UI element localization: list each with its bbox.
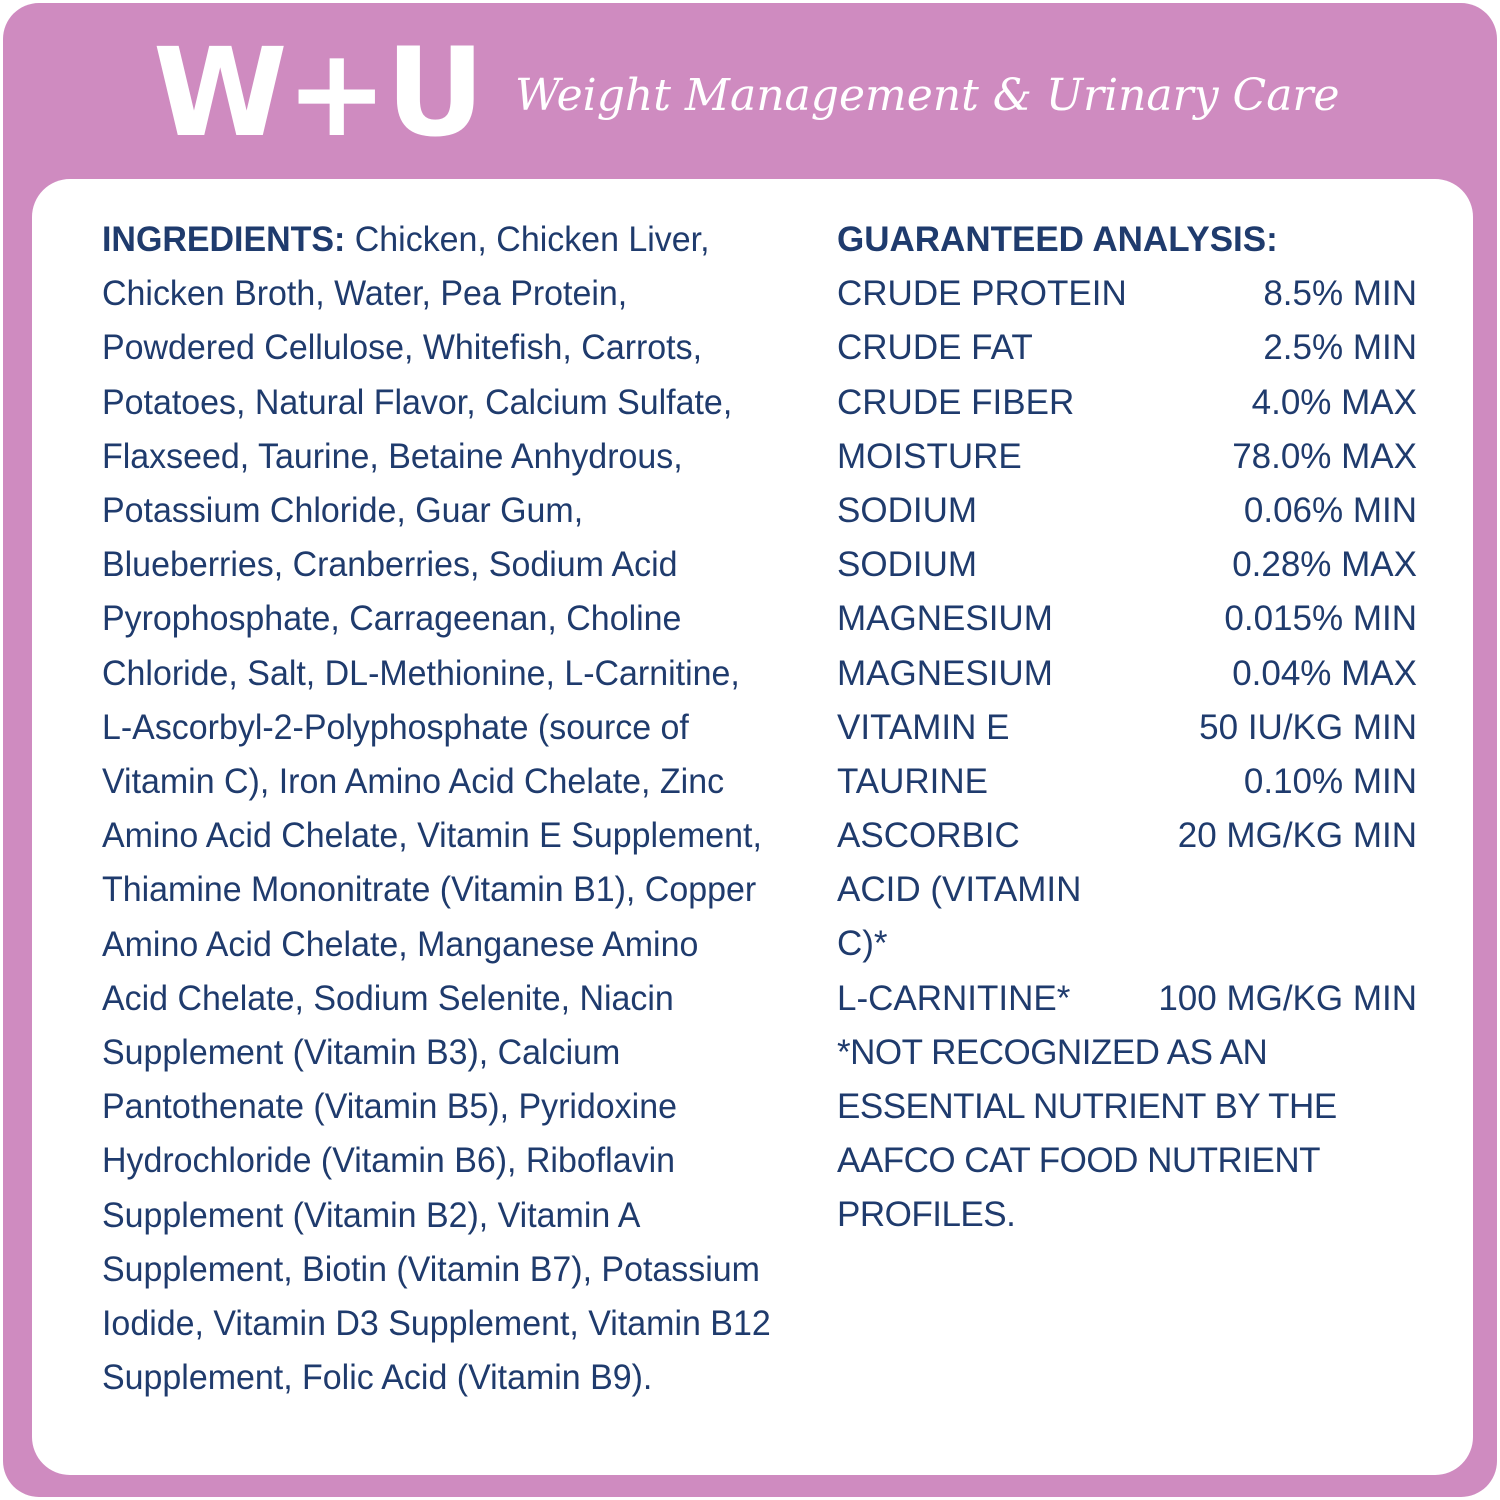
brand-logo: W+U — [153, 22, 483, 164]
product-tagline: Weight Management & Urinary Care — [515, 70, 1340, 121]
analysis-row — [837, 701, 1417, 755]
analysis-footnote: *NOT RECOGNIZED AS AN ESSENTIAL NUTRIENT BY THE AAFCO CAT FOOD NUTRIENT PROFILES. — [837, 1032, 1337, 1235]
nutrient-value: 100 MG/KG MIN — [1158, 978, 1417, 1018]
analysis-row — [837, 321, 1417, 375]
nutrient-value: 0.04% MAX — [1232, 653, 1417, 693]
analysis-row — [837, 484, 1417, 538]
nutrient-name: CRUDE FAT — [837, 328, 1033, 368]
ingredients-list: Chicken, Chicken Liver, Chicken Broth, Water, Pea Protein, Powdered Cellulose, Whitefish, Carrots, Potatoes, Natural Flavor, Calcium Sulfate, Flaxseed, Taurine, Betaine Anhydrous, Potassium Chloride, Guar Gum, Blueberries, Cranberries, Sodium Acid Pyrophosphate, Carrageenan, Choline Chloride, Salt, DL-Methionine, L-Carnitine, L-Ascorbyl-2-Polyphosphate (source of Vitamin C), Iron Amino Acid Chelate, Zinc Amino Acid Chelate, Vitamin E Supplement, Thiamine Mononitrate (Vitamin B1), Copper Amino Acid Chelate, Manganese Amino Acid Chelate, Sodium Selenite, Niacin Supplement (Vitamin B3), Calcium Pantothenate (Vitamin B5), Pyridoxine Hydrochloride (Vitamin B6), Riboflavin Supplement (Vitamin B2), Vitamin A Supplement, Biotin (Vitamin B7), Potassium Iodide, Vitamin D3 Supplement, Vitamin B12 Supplement, Folic Acid (Vitamin B9). — [102, 220, 771, 1398]
analysis-row — [837, 376, 1417, 430]
nutrient-value: 4.0% MAX — [1251, 382, 1417, 422]
nutrient-name: VITAMIN E — [837, 707, 1010, 747]
nutrient-name: TAURINE — [837, 761, 989, 801]
nutrient-value: 0.015% MIN — [1224, 599, 1417, 639]
analysis-row — [837, 972, 1417, 1026]
nutrient-name: MAGNESIUM — [837, 653, 1053, 693]
analysis-heading: GUARANTEED ANALYSIS: — [837, 220, 1278, 259]
nutrient-value: 20 MG/KG MIN — [1177, 816, 1417, 856]
nutrient-name: SODIUM — [837, 490, 977, 530]
analysis-row — [837, 755, 1417, 809]
analysis-row — [837, 538, 1417, 592]
nutrient-value: 0.28% MAX — [1232, 545, 1417, 585]
nutrient-name: CRUDE PROTEIN — [837, 274, 1127, 314]
header-banner — [3, 3, 1497, 178]
nutrient-name: MAGNESIUM — [837, 599, 1053, 639]
nutrient-value: 50 IU/KG MIN — [1199, 707, 1417, 747]
nutrient-value: 0.10% MIN — [1243, 761, 1417, 801]
guaranteed-analysis-section — [837, 213, 1417, 1243]
analysis-row — [837, 430, 1417, 484]
analysis-row — [837, 809, 1417, 972]
info-panel — [32, 179, 1473, 1475]
nutrient-name: SODIUM — [837, 545, 977, 585]
analysis-row — [837, 592, 1417, 646]
ingredients-section — [102, 213, 771, 1405]
nutrient-name: ASCORBIC ACID (VITAMIN C)* — [837, 816, 1082, 964]
nutrient-value: 0.06% MIN — [1243, 490, 1417, 530]
nutrient-name: L-CARNITINE* — [837, 978, 1071, 1018]
nutrient-name: MOISTURE — [837, 436, 1022, 476]
nutrient-name: CRUDE FIBER — [837, 382, 1075, 422]
nutrient-value: 2.5% MIN — [1263, 328, 1417, 368]
nutrient-value: 78.0% MAX — [1232, 436, 1417, 476]
nutrient-value: 8.5% MIN — [1263, 274, 1417, 314]
ingredients-heading: INGREDIENTS: — [102, 220, 346, 259]
analysis-row — [837, 647, 1417, 701]
analysis-row — [837, 267, 1417, 321]
label-frame — [3, 3, 1497, 1497]
